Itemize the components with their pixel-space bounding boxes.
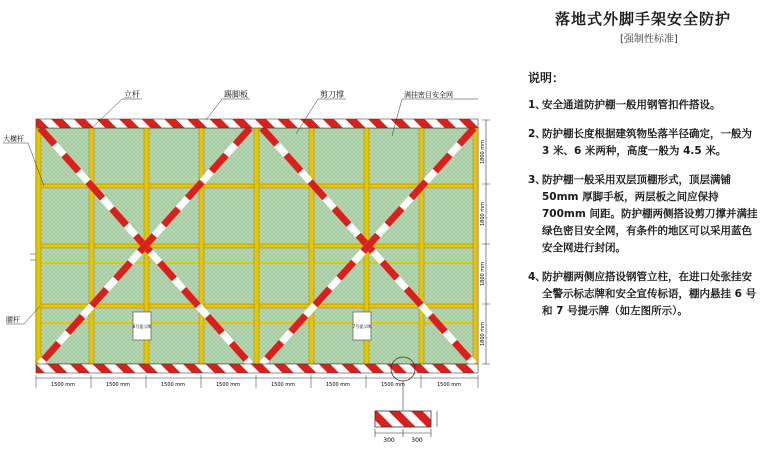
page-title: 落地式外脚手架安全防护 xyxy=(555,10,732,28)
notes-heading: 说明： xyxy=(528,71,565,85)
upright-pole xyxy=(419,120,424,370)
upright-pole xyxy=(89,120,94,370)
dim-label: 1500 mm xyxy=(50,382,76,388)
dim-label: 1500 mm xyxy=(270,382,296,388)
sign-label-6: 6号提示牌 xyxy=(132,324,152,329)
label-footboard: 踢脚板 xyxy=(224,90,248,99)
leader-line xyxy=(206,99,222,120)
toe-board-bottom xyxy=(36,364,478,373)
dim-label: 1800 mm xyxy=(480,201,486,227)
detail-dim-label: 300 xyxy=(411,437,423,444)
label-waist-bar: 腰杆 xyxy=(6,316,20,324)
note-text: 防护棚两侧应搭设钢管立柱，在进口处张挂安全警示标志牌和安全宣传标语，棚内悬挂 6 号和 7 号提示牌（如左图所示）。 xyxy=(542,271,757,317)
note-number: 3、 xyxy=(528,174,546,186)
note-number: 4、 xyxy=(528,271,546,283)
label-upright: 立杆 xyxy=(124,90,140,99)
sign-label-7: 7号提示牌 xyxy=(352,324,372,329)
right-dimensions xyxy=(480,120,490,364)
detail-dim-label: 300 xyxy=(383,437,395,444)
upright-pole xyxy=(309,120,314,370)
dim-label: 1500 mm xyxy=(160,382,186,388)
toe-board-top xyxy=(36,119,478,128)
dim-label: 1800 mm xyxy=(480,139,486,165)
dim-label: 1500 mm xyxy=(380,382,406,388)
toe-board-detail xyxy=(375,411,431,427)
note-text: 防护棚长度根据建筑物坠落半径确定，一般为 3 米、6 米两种，高度一般为 4.5 米。 xyxy=(542,128,752,157)
dim-label: 1500 mm xyxy=(215,382,241,388)
upright-pole xyxy=(199,120,204,370)
dim-label: 1500 mm xyxy=(325,382,351,388)
note-number: 2、 xyxy=(528,128,546,140)
label-big-crossbar: 大横杆 xyxy=(3,135,24,143)
page-subtitle: [强制性标准] xyxy=(620,34,678,45)
label-net: 满挂密目安全网 xyxy=(404,91,453,99)
dim-label: 1500 mm xyxy=(105,382,131,388)
note-number: 1、 xyxy=(528,99,546,111)
dim-label: 1800 mm xyxy=(480,261,486,287)
label-scissor: 剪刀撑 xyxy=(320,90,344,99)
dim-label: 1800 mm xyxy=(480,321,486,347)
upright-pole xyxy=(473,120,478,370)
note-text: 安全通道防护棚一般用钢管扣件搭设。 xyxy=(542,99,721,111)
upright-pole xyxy=(36,120,41,370)
dim-label: 1500 mm xyxy=(436,382,462,388)
note-text: 防护棚一般采用双层顶棚形式，顶层满铺 50mm 厚脚手板，两层板之间应保持 700mm 间距。防护棚两侧搭设剪刀撑并满挂绿色密目安全网，有条件的地区可以采用蓝色安全网进行封闭。 xyxy=(542,174,758,254)
upright-pole xyxy=(254,120,259,370)
